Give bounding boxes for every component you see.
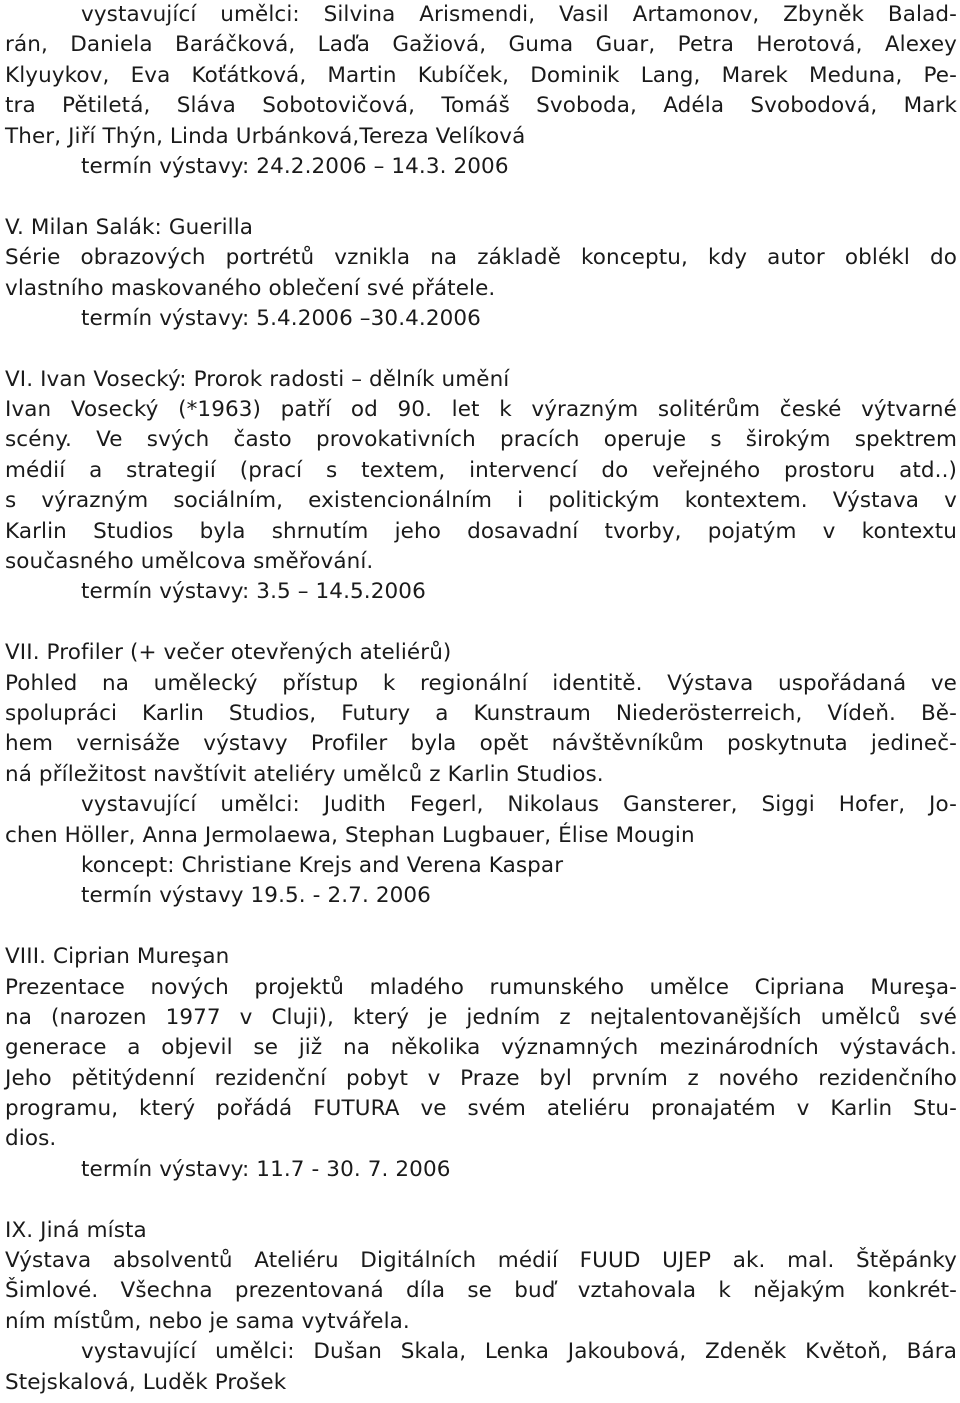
paragraph-gap	[5, 182, 957, 212]
text-line: současného umělcova směřování.	[5, 549, 374, 575]
text-line: spolupráci Karlin Studios, Futury a Kunstraum Niederösterreich, Vídeň. Bě-	[5, 700, 957, 726]
text-line: Ther, Jiří Thýn, Linda Urbánková,Tereza Velíková	[5, 123, 526, 149]
text-line: termín výstavy: 24.2.2006 – 14.3. 2006	[81, 153, 509, 179]
text-line: VII. Profiler (+ večer otevřených ateliérů)	[5, 640, 452, 666]
text-line: tra Pětiletá, Sláva Sobotovičová, Tomáš Svoboda, Adéla Svobodová, Mark	[5, 93, 957, 119]
text-line: generace a objevil se již na několika významných mezinárodních výstavách.	[5, 1035, 957, 1061]
text-line: Pohled na umělecký přístup k regionální identitě. Výstava uspořádaná ve	[5, 670, 957, 696]
text-line: médií a strategií (prací s textem, intervencí do veřejného prostoru atd..)	[5, 457, 957, 483]
text-line: vystavující umělci: Dušan Skala, Lenka Jakoubová, Zdeněk Květoň, Bára	[81, 1339, 957, 1365]
paragraph-gap	[5, 608, 957, 638]
text-line: Série obrazových portrétů vznikla na základě konceptu, kdy autor oblékl do	[5, 245, 957, 271]
text-line: na (narozen 1977 v Cluji), který je jedním z nejtalentovanějších umělců své	[5, 1004, 957, 1030]
text-line: koncept: Christiane Krejs and Verena Kaspar	[81, 852, 564, 878]
text-line: vystavující umělci: Silvina Arismendi, Vasil Artamonov, Zbyněk Balad-	[81, 2, 957, 27]
text-line: chen Höller, Anna Jermolaewa, Stephan Lugbauer, Élise Mougin	[5, 822, 695, 848]
paragraph-gap	[5, 1185, 957, 1215]
text-line: ním místům, nebo je sama vytvářela.	[5, 1308, 410, 1334]
text-line: s výrazným sociálním, existencionálním i politickým kontextem. Výstava v	[5, 488, 957, 514]
text-line: vlastního maskovaného oblečení své přátele.	[5, 275, 496, 301]
text-line: IX. Jiná místa	[5, 1217, 147, 1243]
paragraph-gap	[5, 334, 957, 364]
document-page	[5, 0, 957, 1398]
text-line: dios.	[5, 1126, 57, 1152]
text-line: Ivan Vosecký (*1963) patří od 90. let k výrazným solitérům české výtvarné	[5, 397, 957, 423]
text-line: scény. Ve svých často provokativních pracích operuje s širokým spektrem	[5, 427, 957, 453]
text-line: vystavující umělci: Judith Fegerl, Nikolaus Gansterer, Siggi Hofer, Jo-	[81, 792, 957, 818]
text-line: termín výstavy 19.5. - 2.7. 2006	[81, 883, 431, 909]
text-line: Výstava absolventů Ateliéru Digitálních médií FUUD UJEP ak. mal. Štěpánky	[5, 1248, 957, 1274]
text-line: Klyuykov, Eva Koťátková, Martin Kubíček, Dominik Lang, Marek Meduna, Pe-	[5, 62, 957, 88]
text-line: VIII. Ciprian Mureşan	[5, 944, 230, 970]
text-line: V. Milan Salák: Guerilla	[5, 214, 254, 240]
text-line: hem vernisáže výstavy Profiler byla opět návštěvníkům poskytnuta jedineč-	[5, 731, 957, 757]
text-line: programu, který pořádá FUTURA ve svém ateliéru pronajatém v Karlin Stu-	[5, 1096, 957, 1122]
text-line: Jeho pětitýdenní rezidenční pobyt v Praze byl prvním z nového rezidenčního	[5, 1065, 957, 1091]
text-line: Stejskalová, Luděk Prošek	[5, 1369, 287, 1395]
text-line: termín výstavy: 5.4.2006 –30.4.2006	[81, 305, 481, 331]
text-line: termín výstavy: 3.5 – 14.5.2006	[81, 579, 426, 605]
paragraph-gap	[5, 912, 957, 942]
text-line: Šimlové. Všechna prezentovaná díla se buď vztahovala k nějakým konkrét-	[5, 1278, 957, 1304]
text-line: VI. Ivan Vosecký: Prorok radosti – dělník umění	[5, 366, 510, 392]
text-line: termín výstavy: 11.7 - 30. 7. 2006	[81, 1156, 451, 1182]
text-line: rán, Daniela Baráčková, Laďa Gažiová, Guma Guar, Petra Herotová, Alexey	[5, 32, 957, 58]
text-line: ná příležitost navštívit ateliéry umělců z Karlin Studios.	[5, 761, 604, 787]
text-line: Karlin Studios byla shrnutím jeho dosavadní tvorby, pojatým v kontextu	[5, 518, 957, 544]
text-line: Prezentace nových projektů mladého rumunského umělce Cipriana Mureşa-	[5, 974, 957, 1000]
